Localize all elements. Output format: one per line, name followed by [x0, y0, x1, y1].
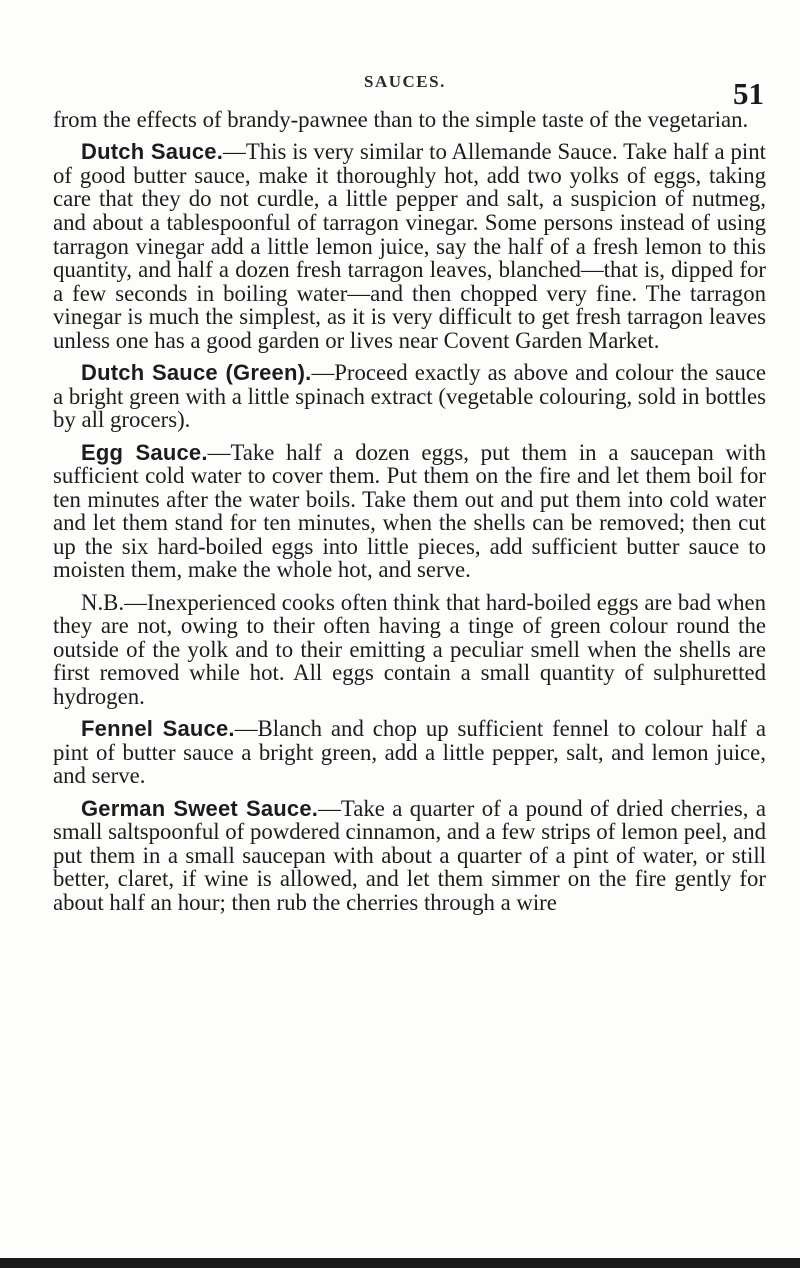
recipe-heading: Dutch Sauce. — [81, 139, 224, 165]
paragraph-text: —Take half a dozen eggs, put them in a saucepan with sufficient cold water to cover them. Put them on the fire and let them boil for ten minutes after the water boils. Take them out and put them into cold water and let them stand for ten minutes, when the shells can be removed; then cut up the six hard-boiled eggs into little pieces, add sufficient butter sauce to moisten them, make the whole hot, and serve. — [53, 439, 767, 583]
paragraph-text: —Take a quarter of a pound of dried cherries, a small saltspoonful of powdered cinnamon, and a few strips of lemon peel, and put them in a small saucepan with about a quarter of a pint of water, or still better, claret, if wine is allowed, and let them simmer on the fire gently for about half an hour; then rub the cherries through a wire — [53, 795, 767, 915]
page-bottom-edge — [0, 1258, 800, 1268]
recipe-heading: Fennel Sauce. — [81, 716, 235, 742]
paragraph-egg-sauce — [53, 441, 766, 583]
paragraph-continuation — [53, 108, 766, 132]
paragraph-nota-bene — [53, 591, 766, 709]
paragraph-text: —Proceed exactly as above and colour the sauce a bright green with a little spinach extract (vegetable colouring, sold in bottles by all grocers). — [53, 360, 766, 433]
paragraph-text: —Blanch and chop up sufficient fennel to colour half a pint of butter sauce a bright green, add a little pepper, salt, and lemon juice, and serve. — [53, 716, 766, 789]
paragraph-fennel-sauce — [53, 717, 766, 788]
paragraph-text: —This is very similar to Allemande Sauce. Take half a pint of good butter sauce, make it thoroughly hot, add two yolks of eggs, taking care that they do not curdle, a little pepper and salt, a suspicion of nutmeg, and about a tablespoonful of tarragon vinegar. Some persons instead of using tarragon vinegar add a little lemon juice, say the half of a fresh lemon to this quantity, and half a dozen fresh tarragon leaves, blanched—that is, dipped for a few seconds in boiling water—and then chopped very fine. The tarragon vinegar is much the simplest, as it is very difficult to get fresh tarragon leaves unless one has a good garden or lives near Covent Garden Market. — [53, 139, 766, 353]
body-text — [53, 108, 766, 923]
paragraph-dutch-sauce-green — [53, 361, 766, 432]
paragraph-german-sweet-sauce — [53, 797, 766, 915]
recipe-heading: Egg Sauce. — [81, 439, 208, 465]
paragraph-text: from the effects of brandy-pawnee than to the simple taste of the vegetarian. — [53, 107, 749, 132]
recipe-heading: Dutch Sauce (Green). — [81, 360, 312, 386]
running-head: SAUCES. — [364, 72, 446, 91]
paragraph-dutch-sauce — [53, 140, 766, 352]
page-number: 51 — [733, 76, 764, 111]
recipe-heading: German Sweet Sauce. — [81, 795, 319, 821]
paragraph-text: N.B.—Inexperienced cooks often think that hard-boiled eggs are bad when they are not, owing to their often having a tinge of green colour round the outside of the yolk and to their emitting a peculiar smell when the shells are first removed while hot. All eggs contain a small quantity of sulphuretted hydrogen. — [53, 589, 766, 710]
